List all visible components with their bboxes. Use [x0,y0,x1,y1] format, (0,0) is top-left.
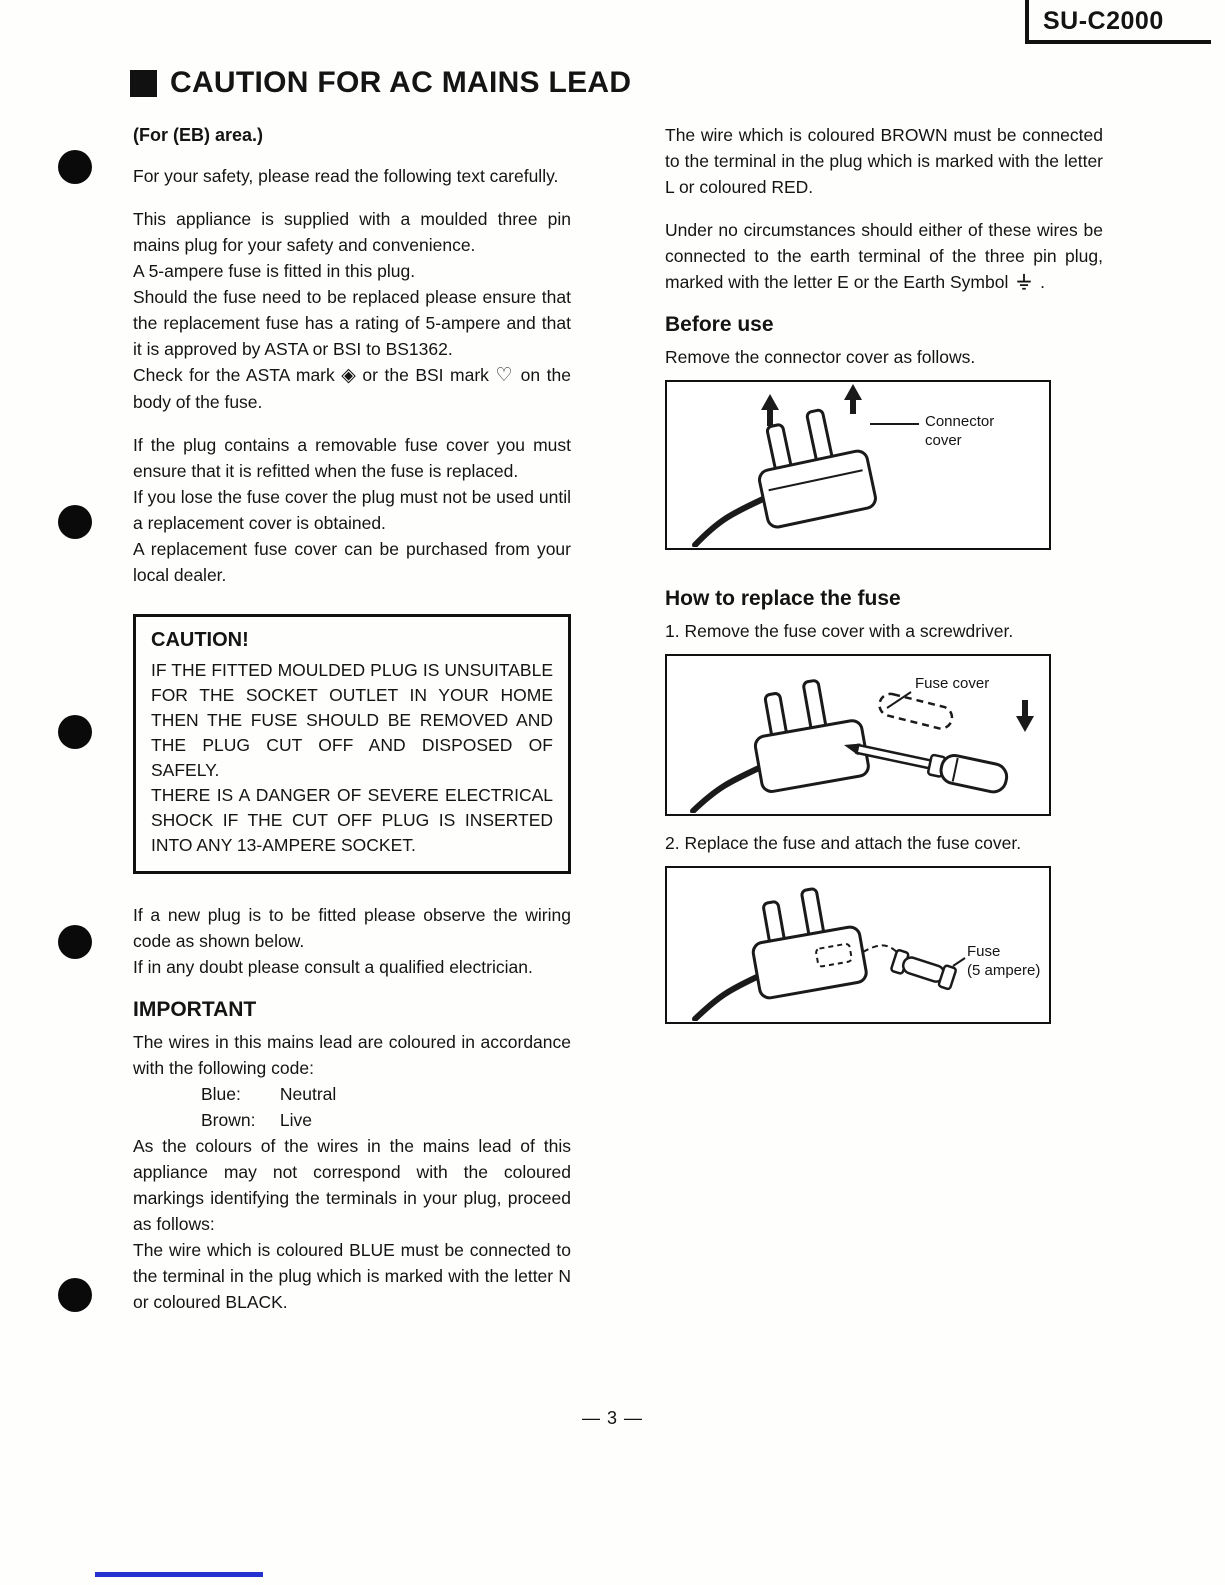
bottom-left-blue-line [95,1572,263,1577]
fuse-cover-paragraph [133,432,571,588]
screwdriver-fuse-cover-illustration [667,656,1048,813]
fuse-figure [665,866,1051,1024]
blue-label: Blue: [201,1084,241,1104]
fuse-cover-sentence: If the plug contains a removable fuse cover you must ensure that it is refitted when the fuse is replaced. [133,435,571,481]
asta-mark-icon: ◈ [341,365,356,386]
plug-connector-cover-illustration [667,382,1048,547]
fuse-body-text: on the body of the fuse. [133,365,571,412]
model-number-box [1025,0,1211,44]
colours-paragraph: As the colours of the wires in the mains lead of this appliance may not correspond with the coloured markings identifying the terminals in your plug, proceed as follows: [133,1136,571,1234]
caution-box-title: CAUTION! [151,629,249,651]
brown-value: Live [279,1110,312,1130]
bsi-kitemark-icon: ♡ [495,365,515,386]
connector-cover-label: Connector cover [925,413,995,449]
right-column [665,122,1103,1038]
intro-paragraph: For your safety, please read the following text carefully. [133,166,559,186]
connector-cover-figure [665,380,1051,550]
area-label: (For (EB) area.) [133,125,264,145]
page-title [130,66,631,100]
fuse-cover-figure [665,654,1051,816]
heading-square-bullet [130,70,157,97]
bsi-text: or the BSI mark [362,365,489,385]
important-heading: IMPORTANT [133,998,257,1021]
earth-symbol-icon [1015,273,1033,291]
plug-info-sentence: This appliance is supplied with a moulded three pin mains plug for your safety and convenience. [133,209,571,255]
punch-hole-mark [58,715,92,749]
wiring-code-brown [133,1107,571,1133]
plug-info-sentence [133,362,571,415]
new-plug-paragraph [133,902,571,980]
punch-hole-mark [58,150,92,184]
new-plug-sentence: If a new plug is to be fitted please observe the wiring code as shown below. [133,905,571,951]
fuse-label: Fuse (5 ampere) [967,943,1041,979]
step-1-text: 1. Remove the fuse cover with a screwdriver. [665,621,1014,641]
plug-info-sentence: Should the fuse need to be replaced please ensure that the replacement fuse has a rating of 5-ampere and that it is approved by ASTA or BSI to BS1362. [133,287,571,359]
wiring-code-blue [133,1081,571,1107]
brown-wire-paragraph: The wire which is coloured BROWN must be connected to the terminal in the plug which is marked with the letter L or coloured RED. [665,125,1103,197]
before-use-text: Remove the connector cover as follows. [665,347,976,367]
caution-box [133,614,571,874]
page-title-text: CAUTION FOR AC MAINS LEAD [170,66,632,99]
asta-text: Check for the ASTA mark [133,365,335,385]
earth-terminal-text: Under no circumstances should either of these wires be connected to the earth terminal of the three pin plug, marked with the letter E or the Earth Symbol [665,220,1103,292]
caution-box-paragraph: THERE IS A DANGER OF SEVERE ELECTRICAL SHOCK IF THE CUT OFF PLUG IS INSERTED INTO ANY 13-AMPERE SOCKET. [151,785,553,855]
caution-box-paragraph: IF THE FITTED MOULDED PLUG IS UNSUITABLE FOR THE SOCKET OUTLET IN YOUR HOME THEN THE FUSE SHOULD BE REMOVED AND THE PLUG CUT OFF AND DISPOSED OF SAFELY. [151,660,553,780]
wiring-code-paragraph: The wires in this mains lead are coloured in accordance with the following code: [133,1032,571,1078]
blue-wire-paragraph: The wire which is coloured BLUE must be connected to the terminal in the plug which is marked with the letter N or coloured BLACK. [133,1240,571,1312]
punch-hole-mark [58,505,92,539]
before-use-heading: Before use [665,313,774,336]
punch-hole-mark [58,1278,92,1312]
fuse-cover-label: Fuse cover [915,675,990,692]
earth-terminal-paragraph [665,217,1103,295]
fuse-cover-sentence: A replacement fuse cover can be purchased from your local dealer. [133,539,571,585]
replace-fuse-heading: How to replace the fuse [665,587,901,610]
blue-value: Neutral [279,1084,337,1104]
earth-terminal-period: . [1040,272,1045,292]
plug-info-paragraph [133,206,571,415]
plug-info-sentence: A 5-ampere fuse is fitted in this plug. [133,261,416,281]
left-column [133,122,571,1332]
new-plug-sentence: If in any doubt please consult a qualified electrician. [133,957,533,977]
page-number: — 3 — [581,1408,643,1428]
fuse-cover-sentence: If you lose the fuse cover the plug must not be used until a replacement cover is obtained. [133,487,571,533]
model-number: SU-C2000 [1043,6,1164,35]
punch-hole-mark [58,925,92,959]
brown-label: Brown: [201,1110,256,1130]
step-2-text: 2. Replace the fuse and attach the fuse cover. [665,833,1022,853]
